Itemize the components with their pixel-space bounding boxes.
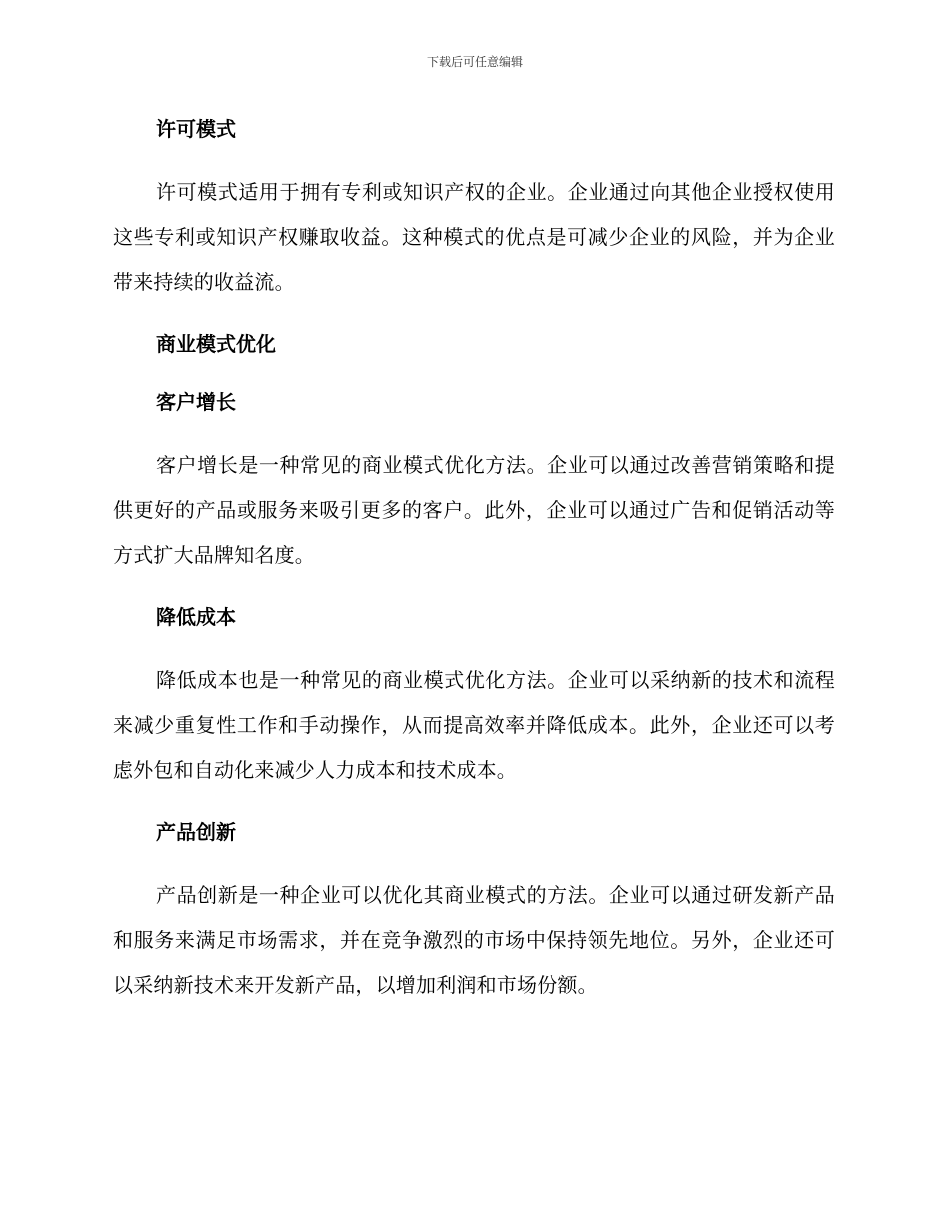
paragraph-product-innovation: 产品创新是一种企业可以优化其商业模式的方法。企业可以通过研发新产品和服务来满足市场需求，并在竞争激烈的市场中保持领先地位。另外，企业还可以采纳新技术来开发新产品，以增加利润和市场份额。: [113, 883, 835, 997]
heading-product-innovation: 产品创新: [156, 820, 236, 844]
page-header-note: 下载后可任意编辑: [426, 55, 523, 69]
paragraph-cost-reduction: 降低成本也是一种常见的商业模式优化方法。企业可以采纳新的技术和流程来减少重复性工作和手动操作，从而提高效率并降低成本。此外，企业还可以考虑外包和自动化来减少人力成本和技术成本。: [113, 668, 835, 782]
heading-cost-reduction: 降低成本: [156, 605, 236, 629]
heading-business-model-optimization: 商业模式优化: [156, 332, 276, 356]
heading-licensing: 许可模式: [156, 117, 236, 141]
paragraph-licensing: 许可模式适用于拥有专利或知识产权的企业。企业通过向其他企业授权使用这些专利或知识产权赚取收益。这种模式的优点是可减少企业的风险，并为企业带来持续的收益流。: [113, 180, 835, 294]
document-body: [113, 112, 835, 1008]
heading-customer-growth: 客户增长: [156, 390, 236, 414]
paragraph-customer-growth: 客户增长是一种常见的商业模式优化方法。企业可以通过改善营销策略和提供更好的产品或服务来吸引更多的客户。此外，企业可以通过广告和促销活动等方式扩大品牌知名度。: [113, 453, 835, 567]
